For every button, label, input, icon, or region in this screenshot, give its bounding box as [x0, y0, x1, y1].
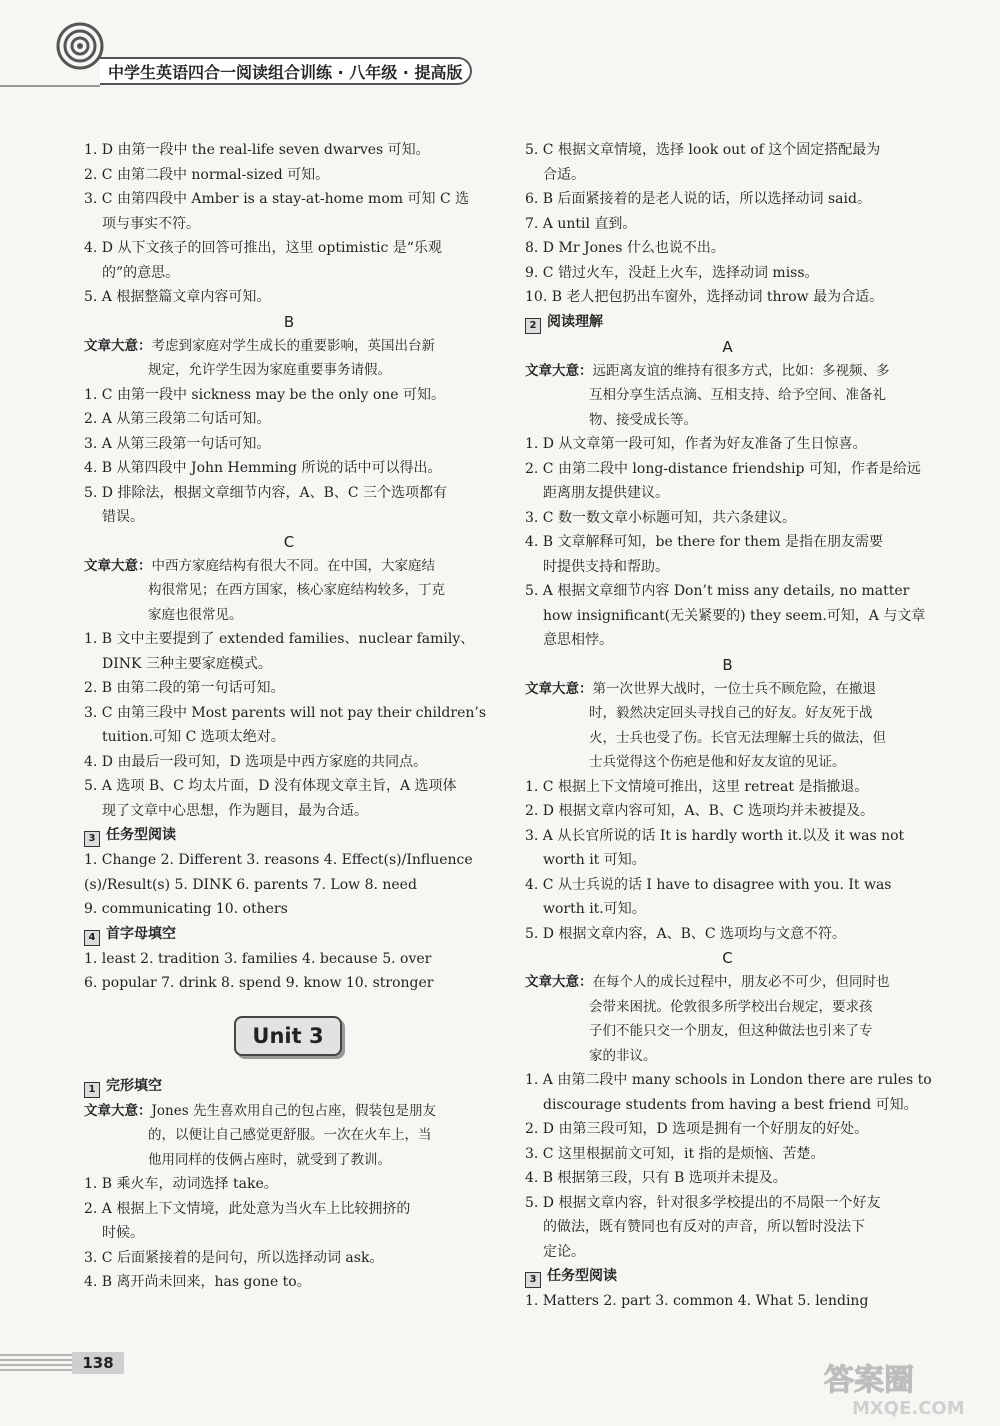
section-a-answers [84, 138, 494, 310]
answer-item [525, 432, 930, 457]
answer-item [525, 236, 930, 261]
summary-label: 文章大意： [84, 557, 152, 574]
answer-item [525, 187, 930, 212]
summary-line: 时，毅然决定回头寻找自己的好友。好友死于战 [589, 705, 873, 721]
answer-line: 1. D 由第一段中 the real-life seven dwarves 可知。 [84, 142, 430, 158]
answer-item [84, 701, 494, 750]
answer-item [525, 261, 930, 286]
answer-line: 4. B 根据第三段，只有 B 选项并未提及。 [525, 1170, 787, 1186]
page-number: 138 [72, 1352, 124, 1374]
answer-line: 现了文章中心思想，作为题目，最为合适。 [102, 802, 368, 819]
answer-line: 意思相悖。 [543, 632, 613, 648]
answer-line: 1. C 根据上下文情境可推出，这里 retreat 是指撤退。 [525, 778, 869, 795]
answer-item [84, 1270, 494, 1295]
answer-line: 4. C 从士兵说的话 I have to disagree with you. It was [525, 876, 892, 893]
unit-title: Unit 3 [234, 1016, 342, 1056]
answer-item [525, 1191, 930, 1265]
answer-line: 2. C 由第二段中 long-distance friendship 可知，作者是给远 [525, 460, 921, 477]
answer-item [84, 383, 494, 408]
summary-line: 规定，允许学生因为家庭重要事务请假。 [148, 362, 391, 378]
watermark-logo [812, 1360, 992, 1420]
reading-c-summary: 文章大意：在每个人的成长过程中，朋友必不可少，但同时也 会带来困扰。伦敦很多所学校出台规定，要求孩 子们不能只交一个朋友，但这种做法也引来了专 家的非议。 [525, 970, 930, 1068]
svg-text:MXQE.COM: MXQE.COM [852, 1398, 965, 1419]
section-number-badge: 2 [525, 318, 541, 334]
answer-line: 3. C 由第四段中 Amber is a stay-at-home mom 可知 C 选 [84, 191, 470, 207]
answer-line: 1. B 文中主要提到了 extended families、nuclear family、 [84, 631, 475, 647]
answer-item [525, 824, 930, 873]
cloze-answers-continued [525, 138, 930, 310]
answer-line: 1. A 由第二段中 many schools in London there are rules to [525, 1072, 932, 1088]
cloze-heading: 1 完形填空 [84, 1074, 494, 1099]
answer-line: 5. A 根据文章细节内容 Don’t miss any details, no matter [525, 583, 910, 599]
answer-item [525, 873, 930, 922]
answer-line: 3. C 这里根据前文可知，it 指的是烦恼、苦楚。 [525, 1145, 825, 1162]
answer-line: DINK 三种主要家庭模式。 [102, 655, 272, 672]
answer-item [84, 236, 494, 285]
answer-item [525, 285, 930, 310]
summary-line: 家庭也很常见。 [148, 606, 243, 623]
answer-item [84, 676, 494, 701]
answer-line: 3. A 从长官所说的话 It is hardly worth it.以及 it was not [525, 827, 905, 844]
answer-item [525, 138, 930, 187]
reading-heading: 2 阅读理解 [525, 310, 930, 335]
book-title: 中学生英语四合一阅读组合训练 · 八年级 · 提高版 [100, 57, 472, 85]
answer-item [84, 138, 494, 163]
answer-line: how insignificant(无关紧要的) they seem.可知，A 与文章 [543, 607, 926, 624]
section-b-summary: 文章大意：考虑到家庭对学生成长的重要影响，英国出台新 规定，允许学生因为家庭重要事务请假。 [84, 334, 494, 383]
footer-stripes-decoration [0, 1350, 72, 1376]
answer-line: 1. C 由第一段中 sickness may be the only one 可知。 [84, 386, 446, 403]
section-c-summary: 文章大意：中西方家庭结构有很大不同。在中国，大家庭结 构很常见；在西方国家，核心家庭结构较多，丁克 家庭也很常见。 [84, 554, 494, 628]
answer-line: 10. B 老人把包扔出车窗外，选择动词 throw 最为合适。 [525, 289, 884, 305]
answer-line: 项与事实不符。 [102, 215, 200, 232]
reading-b-answers [525, 775, 930, 947]
answer-item [84, 1197, 494, 1246]
answer-item [84, 407, 494, 432]
answer-item [84, 1172, 494, 1197]
task-reading-heading-right: 3 任务型阅读 [525, 1264, 930, 1289]
answer-line: 4. D 由最后一段可知，D 选项是中西方家庭的共同点。 [84, 753, 428, 770]
section-number-badge: 1 [84, 1082, 100, 1098]
answer-item [525, 1142, 930, 1167]
summary-line: 互相分享生活点滴、互相支持、给予空间、准备礼 [589, 387, 886, 403]
first-letter-heading: 4 首字母填空 [84, 922, 494, 947]
answer-item [84, 774, 494, 823]
answer-line: 3. C 后面紧接着的是问句，所以选择动词 ask。 [84, 1249, 384, 1266]
section-c-answers [84, 627, 494, 823]
answer-line: 合适。 [543, 166, 585, 183]
answer-line: 定论。 [543, 1243, 585, 1260]
answer-line: 4. B 离开尚未回来，has gone to。 [84, 1274, 311, 1290]
answer-item [84, 456, 494, 481]
summary-label: 文章大意： [84, 337, 152, 354]
answer-line: 9. C 错过火车，没赶上火车，选择动词 miss。 [525, 264, 819, 281]
answer-item [525, 1166, 930, 1191]
reading-a-summary: 文章大意：远距离友谊的维持有很多方式，比如：多视频、多 互相分享生活点滴、互相支持、给予空间、准备礼 物、接受成长等。 [525, 359, 930, 433]
page-header [0, 0, 1000, 110]
reading-c-answers [525, 1068, 930, 1264]
summary-label: 文章大意： [525, 974, 593, 990]
answer-item [525, 775, 930, 800]
reading-c-heading: C [722, 949, 733, 967]
answer-line: 5. C 根据文章情境，选择 look out of 这个固定搭配最为 [525, 142, 881, 158]
cloze-summary: 文章大意：Jones 先生喜欢用自己的包占座，假装包是朋友 的，以便让自己感觉更舒服。一次在火车上，当 他用同样的伎俩占座时，就受到了教训。 [84, 1099, 494, 1173]
target-logo-icon [56, 22, 104, 70]
summary-line: 火，士兵也受了伤。长官无法理解士兵的做法，但 [589, 729, 886, 746]
summary-label: 文章大意： [84, 1102, 152, 1119]
summary-line: 家的非议。 [589, 1047, 657, 1064]
first-letter-answers: 1. least 2. tradition 3. families 4. because 5. over 6. popular 7. drink 8. spend 9. know 10. stronger [84, 950, 434, 991]
answer-line: 2. D 根据文章内容可知，A、B、C 选项均并未被提及。 [525, 803, 875, 819]
answer-item [525, 922, 930, 947]
section-number-badge: 3 [84, 831, 100, 847]
answer-line: 5. D 根据文章内容，针对很多学校提出的不局限一个好友 [525, 1194, 881, 1211]
answer-line: 1. B 乘火车，动词选择 take。 [84, 1176, 278, 1192]
answer-item [84, 750, 494, 775]
answer-line: 距离朋友提供建议。 [543, 485, 669, 501]
answer-item [525, 1117, 930, 1142]
summary-line: 会带来困扰。伦敦很多所学校出台规定，要求孩 [589, 998, 873, 1015]
answer-item [84, 285, 494, 310]
answer-line: tuition.可知 C 选项太绝对。 [102, 729, 285, 745]
reading-b-heading: B [722, 655, 733, 674]
answer-item [525, 212, 930, 237]
task-reading-heading: 3 任务型阅读 [84, 823, 494, 848]
header-rule [0, 85, 100, 87]
answer-line: 4. B 文章解释可知，be there for them 是指在朋友需要 [525, 534, 884, 550]
answer-line: 的做法，既有赞同也有反对的声音，所以暂时没法下 [543, 1219, 865, 1235]
answer-line: 5. A 选项 B、C 均太片面，D 没有体现文章主旨，A 选项体 [84, 778, 457, 794]
section-number-badge: 3 [525, 1272, 541, 1288]
answer-item [525, 1068, 930, 1117]
task-reading-answers: 1. Change 2. Different 3. reasons 4. Effect(s)/Influence (s)/Result(s) 5. DINK 6. parents 7. Low 8. need 9. communicating 10. others [84, 852, 473, 917]
unit-banner [84, 996, 494, 1074]
answer-line: 7. A until 直到。 [525, 215, 637, 232]
section-b-answers [84, 383, 494, 530]
answer-line: 2. C 由第二段中 normal-sized 可知。 [84, 166, 330, 183]
answer-line: 5. A 根据整篇文章内容可知。 [84, 289, 271, 305]
answer-line: 4. B 从第四段中 John Hemming 所说的话中可以得出。 [84, 460, 442, 476]
section-c-heading: C [283, 532, 295, 551]
answer-line: 2. A 从第三段第二句话可知。 [84, 411, 271, 427]
answer-line: 错误。 [102, 509, 144, 525]
answer-item [525, 579, 930, 653]
summary-line: 的，以便让自己感觉更舒服。一次在火车上，当 [148, 1127, 432, 1143]
answer-line: 3. C 由第三段中 Most parents will not pay their children’s [84, 704, 487, 721]
svg-text:答案圈: 答案圈 [824, 1363, 914, 1398]
answer-item [525, 799, 930, 824]
answer-item [525, 506, 930, 531]
answer-line: 时提供支持和帮助。 [543, 558, 669, 575]
reading-a-answers [525, 432, 930, 653]
answer-line: 的”的意思。 [102, 264, 180, 281]
section-number-badge: 4 [84, 930, 100, 946]
answer-item [525, 457, 930, 506]
answer-line: worth it 可知。 [543, 852, 646, 868]
summary-line: 士兵觉得这个伤疤是他和好友友谊的见证。 [589, 754, 846, 770]
answer-line: 6. B 后面紧接着的是老人说的话，所以选择动词 said。 [525, 191, 871, 207]
answer-line: 5. D 根据文章内容，A、B、C 选项均与文意不符。 [525, 925, 847, 942]
answer-line: 2. B 由第二段的第一句话可知。 [84, 680, 285, 696]
summary-line: 物、接受成长等。 [589, 411, 697, 428]
answer-line: worth it.可知。 [543, 901, 646, 917]
answer-item [84, 1246, 494, 1271]
summary-line: 他用同样的伎俩占座时，就受到了教训。 [148, 1151, 391, 1168]
task-reading-answers-right: 1. Matters 2. part 3. common 4. What 5. lending [525, 1293, 869, 1309]
answer-line: 1. D 从文章第一段可知，作者为好友准备了生日惊喜。 [525, 436, 867, 452]
right-column [525, 138, 930, 1314]
answer-item [84, 163, 494, 188]
answer-line: 5. D 排除法，根据文章细节内容，A、B、C 三个选项都有 [84, 484, 448, 501]
answer-line: 2. D 由第三段可知，D 选项是拥有一个好朋友的好处。 [525, 1121, 869, 1137]
answer-line: discourage students from having a best friend 可知。 [543, 1096, 918, 1113]
answer-line: 时候。 [102, 1225, 144, 1241]
answer-line: 3. A 从第三段第一句话可知。 [84, 435, 271, 452]
answer-line: 2. A 根据上下文情境，此处意为当火车上比较拥挤的 [84, 1200, 411, 1217]
summary-label: 文章大意： [525, 362, 593, 379]
answer-item [84, 432, 494, 457]
summary-line: 子们不能只交一个朋友，但这种做法也引来了专 [589, 1023, 873, 1039]
reading-a-heading: A [722, 337, 733, 356]
section-b-heading: B [283, 312, 295, 331]
answer-line: 4. D 从下文孩子的回答可推出，这里 optimistic 是“乐观 [84, 240, 442, 256]
reading-b-summary: 文章大意：第一次世界大战时，一位士兵不顾危险，在撤退 时，毅然决定回头寻找自己的好友。好友死于战 火，士兵也受了伤。长官无法理解士兵的做法，但 士兵觉得这个伤疤是他和好友友谊的见证。 [525, 677, 930, 775]
left-column [84, 138, 494, 1295]
summary-line: 构很常见；在西方国家，核心家庭结构较多，丁克 [148, 582, 445, 598]
answer-item [84, 627, 494, 676]
cloze-answers [84, 1172, 494, 1295]
answer-item [525, 530, 930, 579]
answer-line: 3. C 数一数文章小标题可知，共六条建议。 [525, 509, 796, 526]
answer-item [84, 481, 494, 530]
answer-item [84, 187, 494, 236]
answer-line: 8. D Mr Jones 什么也说不出。 [525, 240, 725, 256]
summary-label: 文章大意： [525, 680, 593, 697]
